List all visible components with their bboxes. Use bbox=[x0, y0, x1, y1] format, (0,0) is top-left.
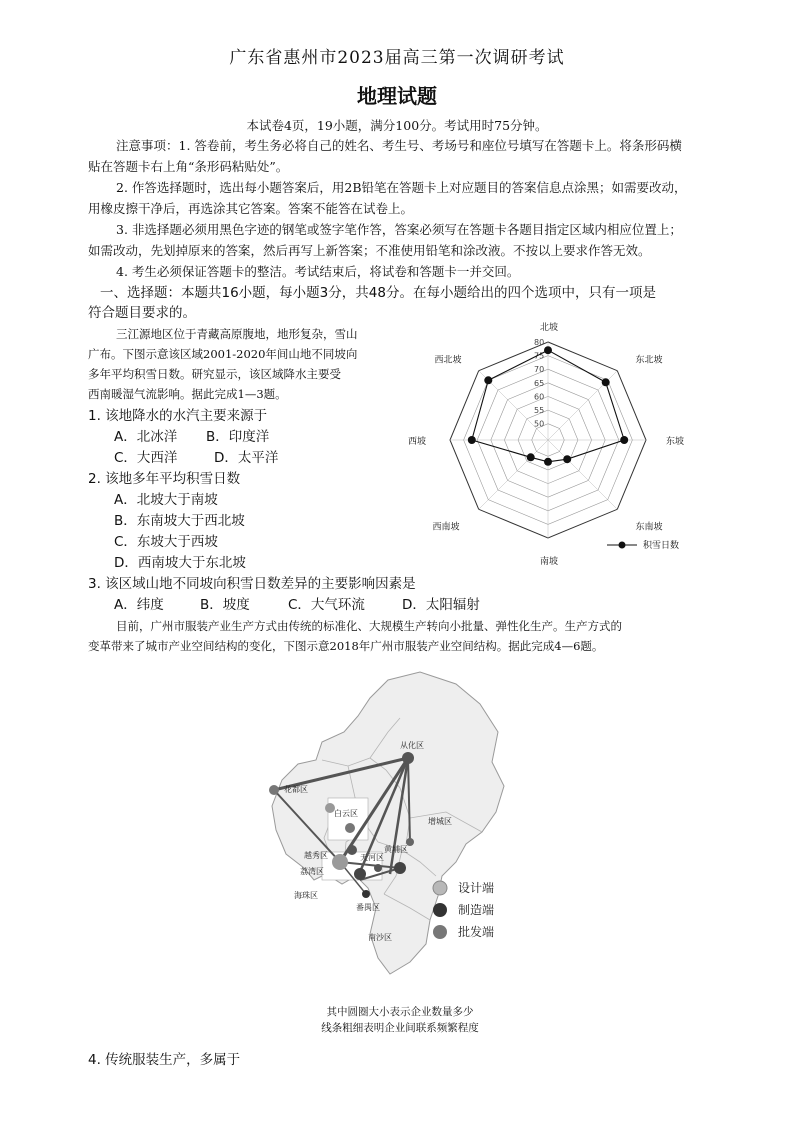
label-huangpu: 黄埔区 bbox=[384, 845, 408, 854]
q1-option-d[interactable]: D．太平洋 bbox=[214, 450, 279, 466]
label-panyu: 番禺区 bbox=[356, 903, 380, 912]
q3-option-a[interactable]: A．纬度 bbox=[114, 597, 164, 613]
q2-option-b[interactable]: B．东南坡大于西北坡 bbox=[114, 513, 245, 529]
passage2-line2: 变革带来了城市产业空间结构的变化，下图示意2018年广州市服装产业空间结构。据此完成4—6题。 bbox=[88, 639, 604, 653]
radar-legend bbox=[607, 539, 679, 551]
radar-tick-label: 75 bbox=[534, 351, 545, 361]
radar-tick-label: 65 bbox=[534, 378, 545, 388]
q1-option-c[interactable]: C．大西洋 bbox=[114, 450, 178, 466]
radar-ticks bbox=[534, 338, 544, 429]
huangpu-circle bbox=[394, 862, 406, 874]
radar-spoke bbox=[479, 440, 548, 509]
radar-tick-label: 55 bbox=[534, 406, 545, 416]
radar-point-东北坡 bbox=[602, 378, 610, 386]
haizhu-circle bbox=[354, 868, 366, 880]
baiyun-circle-2 bbox=[345, 823, 355, 833]
q2-option-a[interactable]: A．北坡大于南坡 bbox=[114, 492, 218, 508]
note-2b: 用橡皮擦干净后，再选涂其它答案。答案不能答在试卷上。 bbox=[88, 201, 414, 216]
subject-title: 地理试题 bbox=[357, 84, 437, 108]
note-1b: 贴在答题卡右上角“条形码粘贴处”。 bbox=[88, 159, 289, 174]
q2-option-c[interactable]: C．东坡大于西坡 bbox=[114, 534, 218, 550]
legend-wholesale-label: 批发端 bbox=[458, 925, 495, 939]
radar-point-南坡 bbox=[544, 458, 552, 466]
legend-design-label: 设计端 bbox=[458, 881, 495, 895]
q1-stem: 1. 该地降水的水汽主要来源于 bbox=[88, 408, 268, 424]
radar-point-西坡 bbox=[468, 436, 476, 444]
label-yuexiu: 越秀区 bbox=[304, 851, 328, 860]
radar-point-西南坡 bbox=[527, 453, 535, 461]
q3-stem: 3. 该区域山地不同坡向积雪日数差异的主要影响因素是 bbox=[88, 576, 416, 592]
radar-category-label: 东南坡 bbox=[635, 522, 663, 533]
radar-point-东坡 bbox=[620, 436, 628, 444]
legend-wholesale-icon bbox=[433, 925, 447, 939]
section1-line1: 一、选择题：本题共16小题，每小题3分，共48分。在每小题给出的四个选项中，只有一项是 bbox=[100, 285, 656, 301]
q3-option-c[interactable]: C．大气环流 bbox=[288, 597, 365, 613]
legend-manufacture-icon bbox=[433, 903, 447, 917]
radar-tick-label: 50 bbox=[534, 419, 545, 429]
radar-point-北坡 bbox=[544, 346, 552, 354]
panyu-circle bbox=[362, 890, 370, 898]
radar-category-label: 东北坡 bbox=[635, 355, 663, 366]
radar-labels bbox=[408, 321, 684, 567]
radar-spoke bbox=[548, 440, 617, 509]
passage1-line3: 多年平均积雪日数。研究显示，该区域降水主要受 bbox=[88, 367, 341, 381]
exam-title: 广东省惠州市2023届高三第一次调研考试 bbox=[229, 48, 565, 68]
label-tianhe: 天河区 bbox=[360, 853, 384, 862]
radar-tick-label: 60 bbox=[534, 392, 545, 402]
radar-category-label: 北坡 bbox=[540, 323, 559, 333]
q1-option-a[interactable]: A．北冰洋 bbox=[114, 429, 178, 445]
tianhe-circle bbox=[374, 864, 382, 872]
passage2-line1: 目前，广州市服装产业生产方式由传统的标准化、大规模生产转向小批量、弹性化生产。生产方式的 bbox=[116, 619, 622, 633]
legend-manufacture-label: 制造端 bbox=[458, 903, 495, 917]
passage1-line2: 广布。下图示意该区域2001-2020年间山地不同坡向 bbox=[88, 347, 358, 361]
legend-label: 积雪日数 bbox=[643, 541, 680, 551]
radar-tick-label: 70 bbox=[534, 365, 545, 375]
legend-marker bbox=[619, 542, 626, 549]
radar-point-东南坡 bbox=[563, 455, 571, 463]
yuexiu-circle bbox=[347, 845, 357, 855]
liwan-circle bbox=[332, 854, 348, 870]
conghua-circle bbox=[402, 752, 414, 764]
guangzhou-garment-map bbox=[260, 662, 520, 1002]
label-baiyun: 白云区 bbox=[334, 809, 358, 818]
note-3a: 3. 非选择题必须用黑色字迹的钢笔或签字笔作答，答案必须写在答题卡各题目指定区域内相应位置上； bbox=[116, 222, 682, 237]
baiyun-highlight bbox=[328, 798, 368, 840]
map-caption-1: 其中圆圈大小表示企业数量多少 bbox=[326, 1006, 474, 1018]
label-conghua: 从化区 bbox=[400, 741, 424, 750]
radar-category-label: 东坡 bbox=[666, 437, 685, 447]
map-legend bbox=[433, 880, 494, 939]
passage1-line1: 三江源地区位于青藏高原腹地，地形复杂，雪山 bbox=[116, 327, 358, 341]
note-1a: 注意事项：1. 答卷前，考生务必将自己的姓名、考生号、考场号和座位号填写在答题卡上。将条形码横 bbox=[116, 138, 682, 153]
exam-info: 本试卷4页，19小题，满分100分。考试用时75分钟。 bbox=[246, 118, 548, 133]
q3-option-d[interactable]: D．太阳辐射 bbox=[402, 597, 480, 613]
label-huadu: 花都区 bbox=[284, 785, 308, 794]
radar-category-label: 西坡 bbox=[408, 437, 427, 447]
radar-category-label: 西北坡 bbox=[434, 355, 462, 366]
q1-option-b[interactable]: B．印度洋 bbox=[206, 429, 270, 445]
radar-category-label: 南坡 bbox=[540, 557, 559, 567]
radar-point-西北坡 bbox=[484, 376, 492, 384]
q2-stem: 2. 该地多年平均积雪日数 bbox=[88, 471, 241, 487]
radar-grid bbox=[450, 342, 646, 538]
q4-stem: 4. 传统服装生产，多属于 bbox=[88, 1052, 241, 1068]
radar-tick-label: 80 bbox=[534, 338, 545, 347]
map-caption-2: 线条粗细表明企业间联系频繁程度 bbox=[321, 1022, 479, 1034]
section1-line2: 符合题目要求的。 bbox=[88, 305, 196, 321]
radar-category-label: 西南坡 bbox=[432, 522, 460, 533]
q2-option-d[interactable]: D．西南坡大于东北坡 bbox=[114, 555, 246, 571]
note-2a: 2. 作答选择题时，选出每小题答案后，用2B铅笔在答题卡上对应题目的答案信息点涂黑；如需要改动， bbox=[116, 180, 687, 195]
label-nansha: 南沙区 bbox=[368, 933, 392, 942]
passage1-line4: 西南暖湿气流影响。据此完成1—3题。 bbox=[88, 387, 287, 401]
note-4: 4. 考生必须保证答题卡的整洁。考试结束后，将试卷和答题卡一并交回。 bbox=[116, 264, 520, 279]
q3-option-b[interactable]: B．坡度 bbox=[200, 597, 250, 613]
legend-design-icon bbox=[433, 881, 447, 895]
label-haizhu: 海珠区 bbox=[294, 891, 318, 900]
snow-days-radar-chart bbox=[408, 318, 700, 567]
note-3b: 如需改动，先划掉原来的答案，然后再写上新答案；不准使用铅笔和涂改液。不按以上要求作答无效。 bbox=[88, 243, 651, 258]
label-liwan: 荔湾区 bbox=[300, 867, 324, 876]
huadu-circle bbox=[269, 785, 279, 795]
label-zengcheng: 增城区 bbox=[428, 817, 452, 826]
